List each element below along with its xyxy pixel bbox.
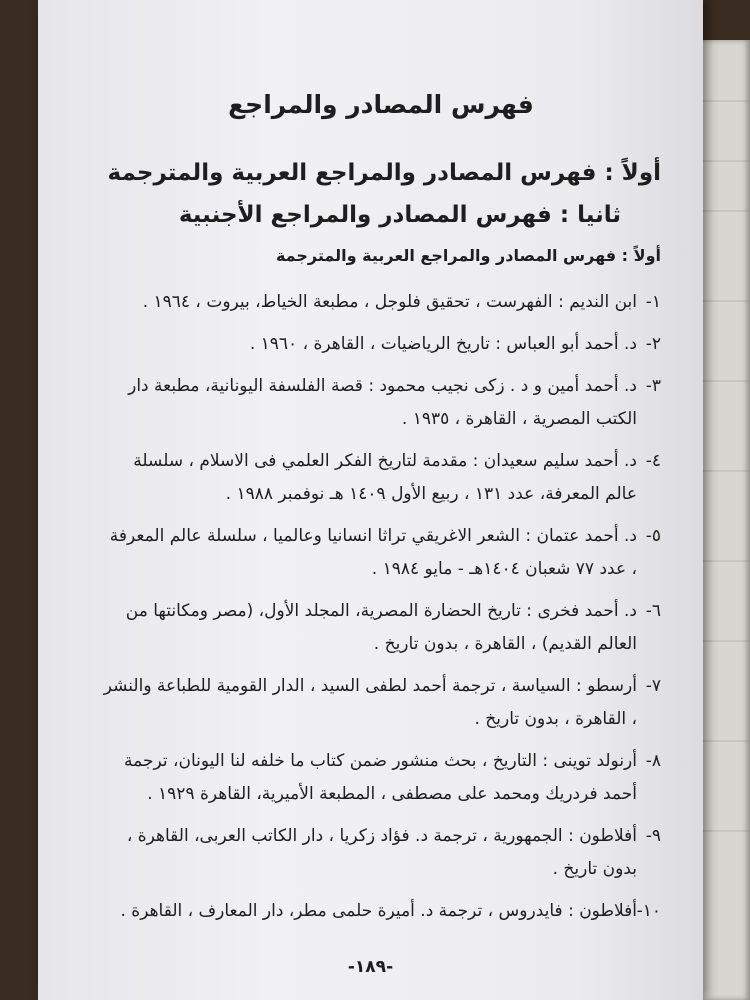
reference-entry <box>101 820 661 886</box>
page-content <box>101 0 661 1000</box>
reference-entry <box>101 328 661 361</box>
section-heading-arabic: أولاً : فهرس المصادر والمراجع العربية والمترجمة <box>107 160 661 186</box>
reference-text: د. أحمد أبو العباس : تاريخ الرياضيات ، القاهرة ، ١٩٦٠ . <box>249 334 637 354</box>
reference-number: ١- <box>645 292 661 312</box>
reference-text: أفلاطون : الجمهورية ، ترجمة د. فؤاد زكريا ، دار الكاتب العربى، القاهرة ، بدون تاريخ . <box>126 826 637 879</box>
reference-number: ٢- <box>645 334 661 354</box>
reference-text: أرسطو : السياسة ، ترجمة أحمد لطفى السيد ، الدار القومية للطباعة والنشر ، القاهرة ، بدون تاريخ . <box>103 676 637 729</box>
reference-text: أرنولد توينى : التاريخ ، بحث منشور ضمن كتاب ما خلفه لنا اليونان، ترجمة أحمد فردريك ومحمد على مصطفى ، المطبعة الأميرية، القاهرة ١٩٢٩ . <box>124 751 637 804</box>
reference-text: د. أحمد أمين و د . زكى نجيب محمود : قصة الفلسفة اليونانية، مطبعة دار الكتب المصرية ، القاهرة ، ١٩٣٥ . <box>128 376 637 429</box>
reference-number: ٥- <box>645 526 661 546</box>
section-label: أولاً : فهرس المصادر والمراجع العربية والمترجمة <box>275 246 661 265</box>
page-title: فهرس المصادر والمراجع <box>228 90 534 119</box>
reference-text: د. أحمد عتمان : الشعر الاغريقي تراثا انسانيا وعالميا ، سلسلة عالم المعرفة ، عدد ٧٧ شعبان ١٤٠٤هـ - مايو ١٩٨٤ . <box>109 526 637 579</box>
reference-text: د. أحمد فخرى : تاريخ الحضارة المصرية، المجلد الأول، (مصر ومكانتها من العالم القديم) ، القاهرة ، بدون تاريخ . <box>125 601 637 654</box>
reference-entry <box>101 445 661 511</box>
reference-entry <box>101 370 661 436</box>
reference-text: د. أحمد سليم سعيدان : مقدمة لتاريخ الفكر العلمي فى الاسلام ، سلسلة عالم المعرفة، عدد ١٣١ ، ربيع الأول ١٤٠٩ هـ نوفمبر ١٩٨٨ . <box>133 451 637 504</box>
reference-entry <box>101 520 661 586</box>
reference-entry <box>101 286 661 319</box>
reference-entry <box>101 595 661 661</box>
book-page <box>38 0 703 1000</box>
section-heading-foreign: ثانيا : فهرس المصادر والمراجع الأجنبية <box>178 202 621 228</box>
reference-text: أفلاطون : فايدروس ، ترجمة د. أميرة حلمى مطر، دار المعارف ، القاهرة . <box>120 901 637 921</box>
reference-text: ابن النديم : الفهرست ، تحقيق فلوجل ، مطبعة الخياط، بيروت ، ١٩٦٤ . <box>142 292 637 312</box>
reference-number: ٧- <box>645 676 661 696</box>
reference-entry <box>101 670 661 736</box>
page-number: -١٨٩- <box>347 957 394 977</box>
reference-entry <box>101 745 661 811</box>
reference-number: ٩- <box>645 826 661 846</box>
reference-list <box>101 286 661 937</box>
reference-number: ٤- <box>645 451 661 471</box>
reference-number: ١٠- <box>636 901 661 921</box>
reference-number: ٣- <box>645 376 661 396</box>
reference-number: ٨- <box>645 751 661 771</box>
reference-number: ٦- <box>645 601 661 621</box>
reference-entry <box>101 895 661 928</box>
